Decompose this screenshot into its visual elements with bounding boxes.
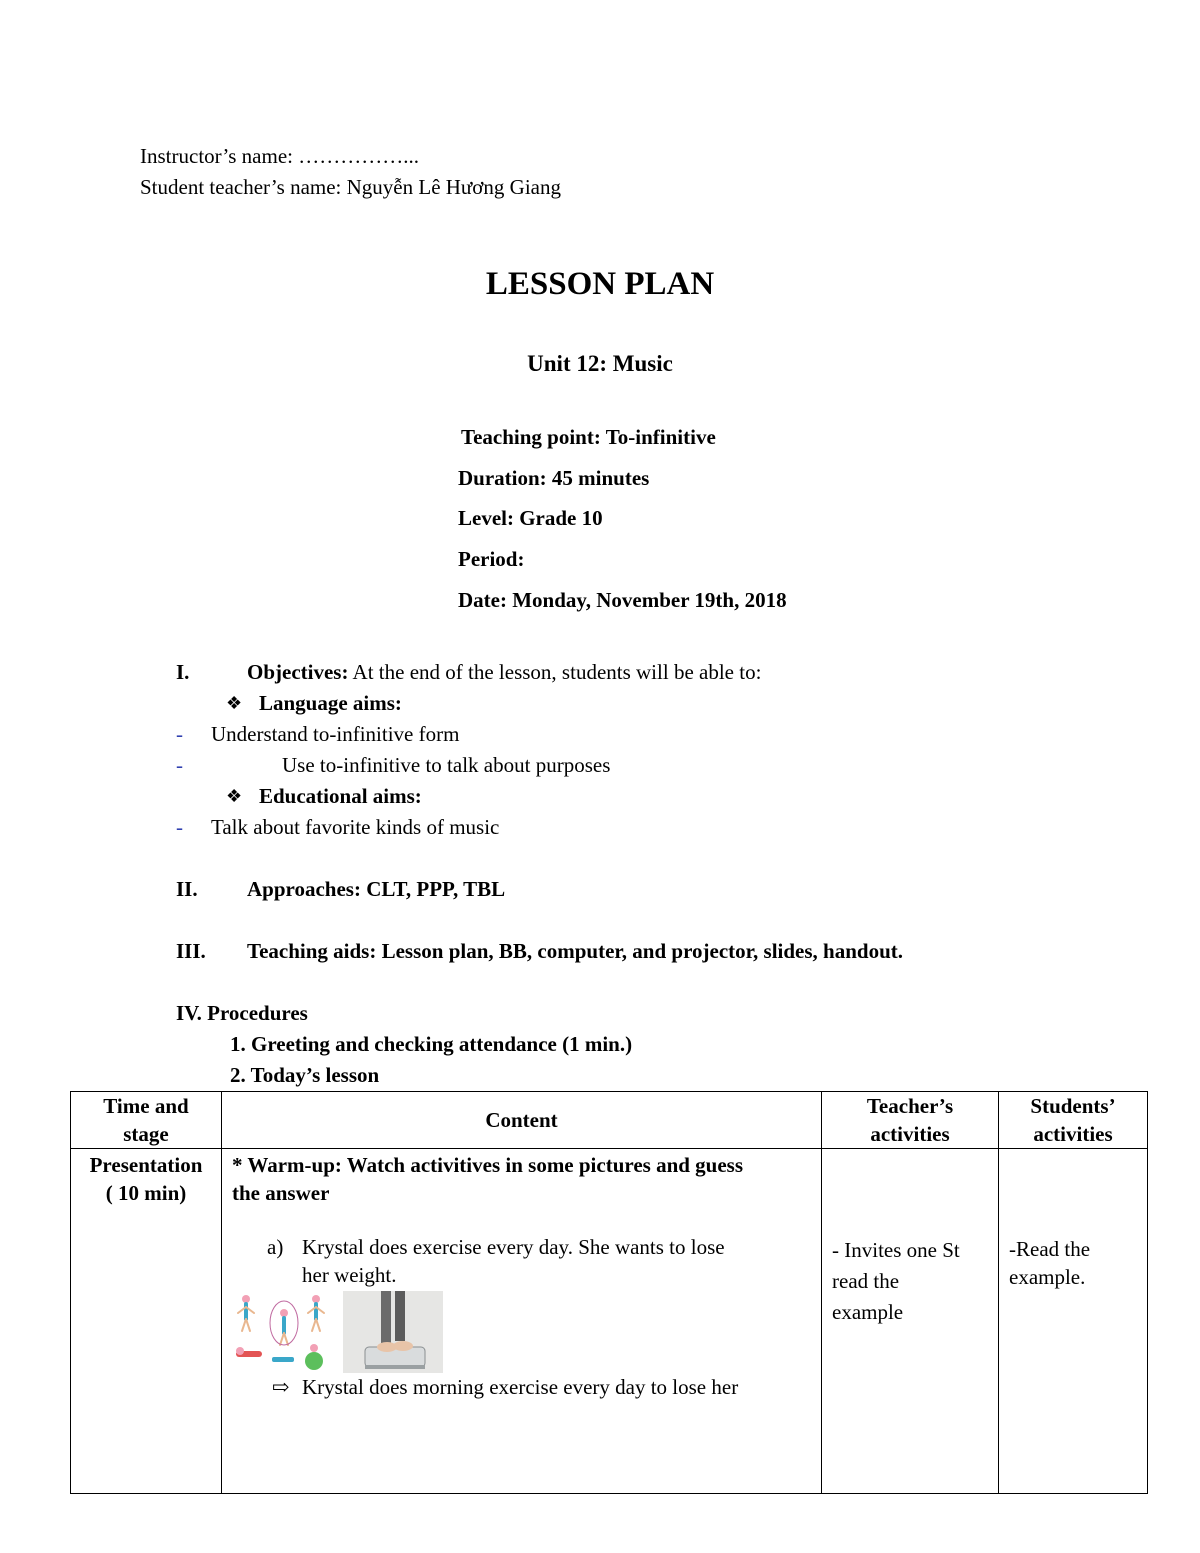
stage-cell — [71, 1149, 222, 1494]
objectives-line — [247, 660, 761, 685]
warmup-text: the answer — [232, 1181, 330, 1205]
section-number: III. — [176, 939, 206, 963]
dash-bullet: - — [176, 753, 183, 777]
procedure-step: 2. Today’s lesson — [230, 1063, 380, 1087]
dash-bullet: - — [176, 722, 183, 746]
stage-duration: ( 10 min) — [105, 1181, 187, 1205]
header-teacher-activities — [822, 1092, 999, 1149]
instructor-name: Instructor’s name: ……………... — [140, 144, 419, 168]
item-marker: a) — [267, 1235, 284, 1259]
date: Date: Monday, November 19th, 2018 — [458, 588, 787, 612]
item-a-text: Krystal does exercise every day. She wants to lose — [302, 1235, 725, 1259]
diamond-bullet-icon: ❖ — [226, 693, 243, 713]
header-text: Students’ — [1030, 1094, 1116, 1118]
unit-title: Unit 12: Music — [527, 351, 673, 376]
dash-bullet: - — [176, 815, 183, 839]
content-cell — [222, 1149, 822, 1494]
weight-scale-photo — [343, 1291, 443, 1373]
procedures-heading: IV. Procedures — [176, 1001, 308, 1025]
teaching-aids: Teaching aids: Lesson plan, BB, computer, and projector, slides, handout. — [247, 939, 904, 963]
objectives-label: Objectives: — [247, 660, 349, 684]
teacher-activity-text: example — [832, 1300, 904, 1324]
diamond-bullet-icon: ❖ — [226, 786, 243, 806]
student-activity-text: -Read the — [1009, 1237, 1091, 1261]
header-content — [222, 1092, 822, 1149]
student-teacher-name: Student teacher’s name: Nguyễn Lê Hương Giang — [140, 175, 561, 199]
header-text: activities — [1033, 1122, 1113, 1146]
warmup-text: * Warm-up: Watch activitives in some pictures and guess — [232, 1153, 744, 1177]
language-aim-item: Use to-infinitive to talk about purposes — [282, 753, 611, 777]
exercise-illustration — [232, 1291, 332, 1373]
teaching-point: Teaching point: To-infinitive — [461, 425, 716, 449]
language-aims-heading: Language aims: — [259, 691, 402, 715]
teacher-activities-cell — [822, 1149, 999, 1494]
approaches: Approaches: CLT, PPP, TBL — [247, 877, 506, 901]
header-text: activities — [870, 1122, 950, 1146]
picture-row — [232, 1291, 811, 1373]
period: Period: — [458, 547, 525, 571]
table-row — [71, 1149, 1148, 1494]
section-number: II. — [176, 877, 198, 901]
header-text: stage — [123, 1122, 169, 1146]
language-aim-item: Understand to-infinitive form — [211, 722, 460, 746]
teacher-activity-text: - Invites one St — [832, 1238, 960, 1262]
table-header-row — [71, 1092, 1148, 1149]
page-title: LESSON PLAN — [485, 266, 715, 302]
header-text: Time and — [103, 1094, 189, 1118]
header-text: Teacher’s — [866, 1094, 954, 1118]
level: Level: Grade 10 — [458, 506, 603, 530]
students-activities-cell — [999, 1149, 1148, 1494]
answer-text: Krystal does morning exercise every day to lose her — [302, 1375, 739, 1399]
stage-name: Presentation — [89, 1153, 203, 1177]
educational-aims-heading: Educational aims: — [259, 784, 422, 808]
objectives-text: At the end of the lesson, students will be able to: — [348, 660, 762, 684]
teacher-activity-text: read the — [832, 1269, 900, 1293]
educational-aim-item: Talk about favorite kinds of music — [211, 815, 500, 839]
student-activity-text: example. — [1009, 1265, 1086, 1289]
lesson-table — [70, 1091, 1148, 1494]
header-time-stage — [71, 1092, 222, 1149]
arrow-right-icon: ⇨ — [272, 1375, 290, 1399]
procedure-step: 1. Greeting and checking attendance (1 min.) — [230, 1032, 633, 1056]
item-a — [232, 1233, 811, 1289]
duration: Duration: 45 minutes — [458, 466, 650, 490]
header-text: Content — [485, 1108, 558, 1132]
item-a-text: her weight. — [302, 1263, 397, 1287]
answer-line — [232, 1373, 811, 1401]
header-students-activities — [999, 1092, 1148, 1149]
section-number: I. — [176, 660, 190, 684]
